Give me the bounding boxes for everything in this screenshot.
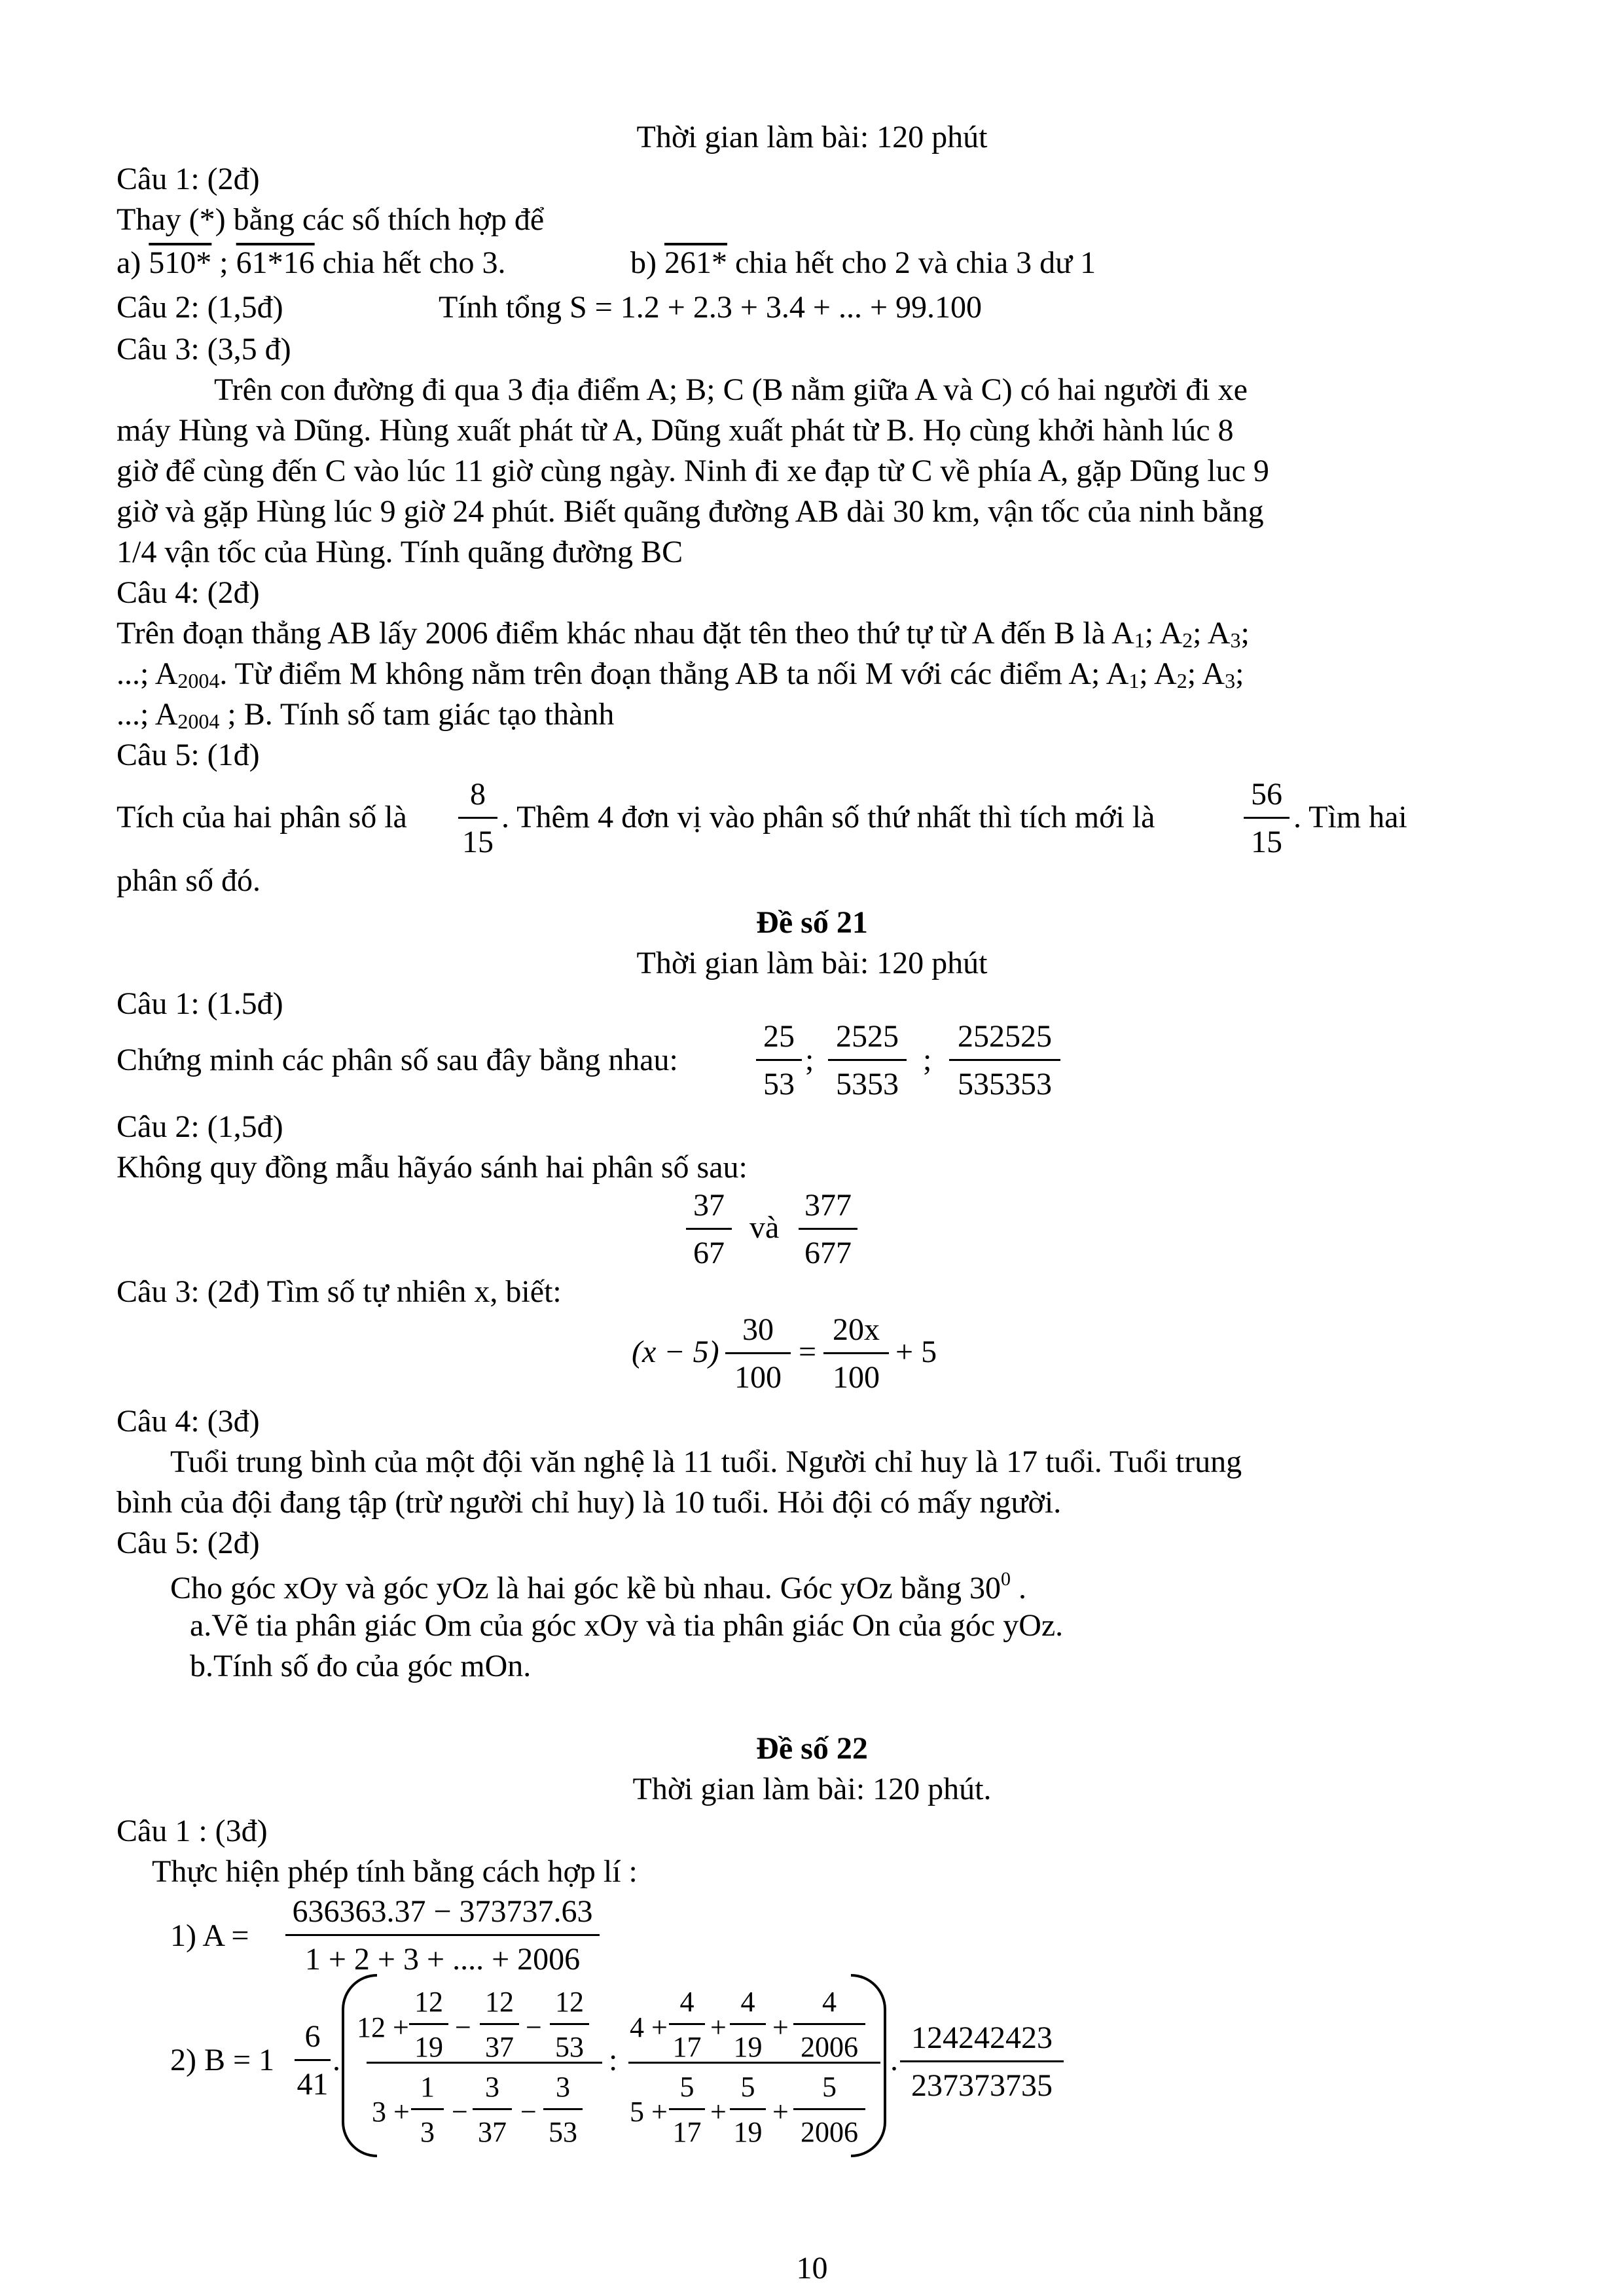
plus-sign: + xyxy=(772,2011,789,2043)
question-5-line-2: phân số đó. xyxy=(117,863,261,898)
question-2-heading: Câu 2: (1,5đ) xyxy=(117,290,283,325)
plus-sign: + xyxy=(710,2096,727,2128)
fraction-1-3: 1 3 xyxy=(411,2073,444,2147)
exam-22-time: Thời gian làm bài: 120 phút. xyxy=(632,1772,992,1806)
minus-sign: − xyxy=(526,2011,542,2043)
fraction-4-19: 4 19 xyxy=(730,1988,766,2062)
question-3-line-1: Trên con đường đi qua 3 địa điểm A; B; C (B nằm giữa A và C) có hai người đi xe xyxy=(214,372,1248,407)
question-4-line-2: ...; A2004. Từ điểm M không nằm trên đoạn thẳng AB ta nối M với các điểm A; A1; A2; A3; xyxy=(117,656,1244,692)
multiply-dot: . xyxy=(890,2043,898,2077)
question-1-heading: Câu 1: (2đ) xyxy=(117,162,260,196)
plus-sign: + xyxy=(710,2011,727,2043)
question-5-text-2: . Thêm 4 đơn vị vào phân số thứ nhất thì tích mới là xyxy=(501,800,1155,834)
page-number: 10 xyxy=(796,2251,828,2286)
minus-sign: − xyxy=(452,2096,468,2128)
question-5-heading: Câu 5: (1đ) xyxy=(117,738,260,772)
mixed-number-fraction: 6 41 xyxy=(295,2021,331,2100)
left-parenthesis xyxy=(342,1974,377,2157)
question-4-heading: Câu 4: (2đ) xyxy=(117,575,260,610)
exam-21-question-5-part-b: b.Tính số đo của góc mOn. xyxy=(190,1649,532,1683)
question-3-line-5: 1/4 vận tốc của Hùng. Tính quãng đường BC xyxy=(117,535,683,569)
fraction-56-15: 56 15 xyxy=(1244,779,1290,858)
divide-colon: : xyxy=(609,2043,618,2077)
fraction-5-2006: 5 2006 xyxy=(793,2073,865,2147)
question-4-line-3: ...; A2004 ; B. Tính số tam giác tạo thành xyxy=(117,697,615,733)
question-3-line-2: máy Hùng và Dũng. Hùng xuất phát từ A, Dũng xuất phát từ B. Họ cùng khởi hành lúc 8 xyxy=(117,413,1234,448)
question-2-text: Tính tổng S = 1.2 + 2.3 + 3.4 + ... + 99.100 xyxy=(439,290,983,325)
group-1-denominator-lead: 3 + xyxy=(372,2096,410,2128)
group-2-denominator-lead: 5 + xyxy=(630,2096,668,2128)
question-3-heading: Câu 3: (3,5 đ) xyxy=(117,332,291,367)
minus-sign: − xyxy=(455,2011,471,2043)
question-5-text-1: Tích của hai phân số là xyxy=(117,800,407,834)
separator: ; xyxy=(923,1043,932,1077)
exam-21-question-3-heading: Câu 3: (2đ) Tìm số tự nhiên x, biết: xyxy=(117,1274,562,1309)
exam-21-question-4-line-2: bình của đội đang tập (trừ người chỉ huy) là 10 tuổi. Hỏi đội có mấy người. xyxy=(117,1485,1062,1520)
time-limit: Thời gian làm bài: 120 phút xyxy=(636,120,988,154)
exam-21-question-5-line-1: Cho góc xOy và góc yOz là hai góc kề bù nhau. Góc yOz bằng $30^0$ . xyxy=(170,1568,1026,1605)
fraction-377-677: 377 677 xyxy=(799,1190,857,1269)
exam-21-question-1-heading: Câu 1: (1.5đ) xyxy=(117,986,283,1021)
fraction-4-17: 4 17 xyxy=(669,1988,705,2062)
fraction-5-19: 5 19 xyxy=(730,2073,766,2147)
group-1-numerator-lead: 12 + xyxy=(357,2011,409,2043)
question-3-line-3: giờ để cùng đến C vào lúc 11 giờ cùng ngày. Ninh đi xe đạp từ C về phía A, gặp Dũng luc 9 xyxy=(117,454,1269,488)
fraction-30-100: 30 100 xyxy=(725,1314,791,1393)
exam-21-question-1-text: Chứng minh các phân số sau đây bằng nhau: xyxy=(117,1043,678,1077)
exam-21-question-5-heading: Câu 5: (2đ) xyxy=(117,1526,260,1560)
exam-21-title: Đề số 21 xyxy=(756,905,868,940)
fraction-25-53: 25 53 xyxy=(756,1021,802,1100)
exam-22-title: Đề số 22 xyxy=(756,1731,868,1766)
fraction-8-15: 8 15 xyxy=(458,779,497,858)
question-5-text-3: . Tìm hai xyxy=(1293,800,1407,834)
fraction-3-37: 3 37 xyxy=(473,2073,512,2147)
and-word: và xyxy=(749,1210,780,1245)
multiply-dot: . xyxy=(333,2043,340,2077)
equals-sign: = xyxy=(799,1335,817,1369)
separator: ; xyxy=(805,1043,814,1077)
group-2-numerator-lead: 4 + xyxy=(630,2011,668,2043)
question-4-line-1: Trên đoạn thẳng AB lấy 2006 điểm khác nhau đặt tên theo thứ tự từ A đến B là A1; A2; A3; xyxy=(117,616,1250,652)
exam-21-question-2-heading: Câu 2: (1,5đ) xyxy=(117,1109,283,1144)
exam-21-time: Thời gian làm bài: 120 phút xyxy=(636,946,988,980)
minus-sign: − xyxy=(520,2096,537,2128)
fraction-12-19: 12 19 xyxy=(409,1988,448,2062)
fraction-20x-100: 20x 100 xyxy=(823,1314,889,1393)
fraction-4-2006: 4 2006 xyxy=(793,1988,865,2062)
question-1-text: Thay (*) bằng các số thích hợp để xyxy=(117,202,545,237)
plus-sign: + xyxy=(772,2096,789,2128)
fraction-252525-535353: 252525 535353 xyxy=(949,1021,1060,1100)
exam-21-question-2-text: Không quy đồng mẫu hãyáo sánh hai phân số sau: xyxy=(117,1150,748,1185)
exam-22-question-1-heading: Câu 1 : (3đ) xyxy=(117,1814,268,1848)
fraction-5-17: 5 17 xyxy=(669,2073,705,2147)
expression-a-fraction: 636363.37 − 373737.63 1 + 2 + 3 + .... + 2006 xyxy=(285,1896,600,1975)
exam-21-question-4-line-1: Tuổi trung bình của một đội văn nghệ là 11 tuổi. Người chỉ huy là 17 tuổi. Tuổi trung xyxy=(170,1444,1242,1479)
fraction-12-37: 12 37 xyxy=(480,1988,519,2062)
question-1-part-b: b) 261* chia hết cho 2 và chia 3 dư 1 xyxy=(630,245,1096,280)
plus-five: + 5 xyxy=(895,1335,937,1369)
equation-left-factor: (x − 5) xyxy=(632,1335,719,1369)
fraction-12-53: 12 53 xyxy=(550,1988,589,2062)
fraction-3-53: 3 53 xyxy=(543,2073,583,2147)
expression-a-label: 1) A = xyxy=(170,1918,249,1953)
fraction-2525-5353: 2525 5353 xyxy=(828,1021,907,1100)
fraction-37-67: 37 67 xyxy=(686,1190,732,1269)
exam-21-question-5-part-a: a.Vẽ tia phân giác Om của góc xOy và tia phân giác On của góc yOz. xyxy=(190,1608,1064,1643)
exam-21-question-4-heading: Câu 4: (3đ) xyxy=(117,1404,260,1439)
question-3-line-4: giờ và gặp Hùng lúc 9 giờ 24 phút. Biết quãng đường AB dài 30 km, vận tốc của ninh bằng xyxy=(117,494,1264,529)
question-1-part-a: a) 510* ; 61*16 chia hết cho 3. xyxy=(117,245,506,280)
right-parenthesis xyxy=(851,1974,886,2157)
exam-22-question-1-text: Thực hiện phép tính bằng cách hợp lí : xyxy=(152,1854,638,1889)
fraction-124242423-237373735: 124242423 237373735 xyxy=(900,2022,1064,2102)
expression-b-label: 2) B = 1 xyxy=(170,2043,275,2077)
